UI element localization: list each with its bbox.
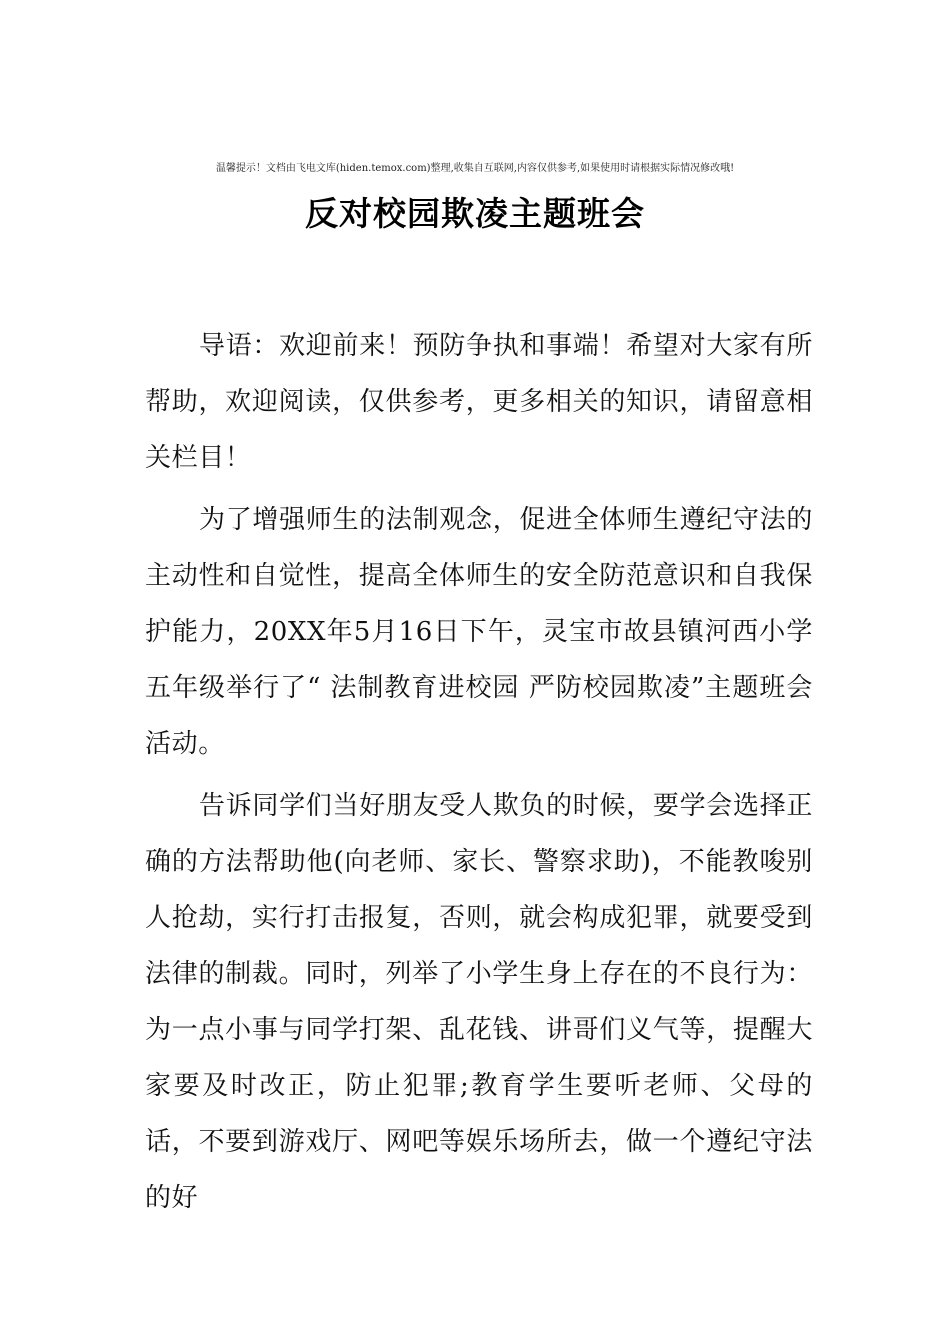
paragraph-intro: 导语：欢迎前来！预防争执和事端！希望对大家有所帮助，欢迎阅读，仅供参考，更多相关的知识，请留意相关栏目！	[145, 331, 813, 473]
header-note: 温馨提示！文档由飞电文库(hiden.temox.com)整理,收集自互联网,内容仅供参考,如果使用时请根据实际情况修改哦!	[215, 163, 735, 174]
document-title: 反对校园欺凌主题班会	[305, 194, 645, 233]
paragraph-event: 为了增强师生的法制观念，促进全体师生遵纪守法的主动性和自觉性，提高全体师生的安全防范意识和自我保护能力，20XX年5月16日下午，灵宝市故县镇河西小学五年级举行了“ 法制教育进校园 严防校园欺凌”主题班会活动。	[145, 505, 813, 759]
document-body	[145, 318, 813, 1232]
paragraph-guidance: 告诉同学们当好朋友受人欺负的时候，要学会选择正确的方法帮助他(向老师、家长、警察求助)，不能教唆别人抢劫，实行打击报复，否则，就会构成犯罪，就要受到法律的制裁。同时，列举了小学生身上存在的不良行为：为一点小事与同学打架、乱花钱、讲哥们义气等，提醒大家要及时改正，防止犯罪;教育学生要听老师、父母的话，不要到游戏厅、网吧等娱乐场所去，做一个遵纪守法的好	[145, 791, 813, 1213]
